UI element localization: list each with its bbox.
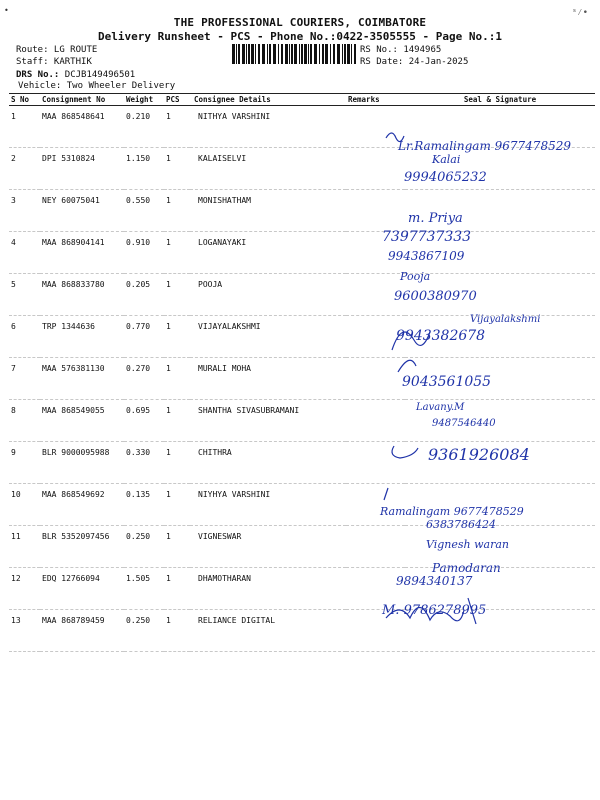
sign-text: 9894340137 bbox=[396, 574, 473, 588]
row-remarks bbox=[346, 316, 405, 358]
row-remarks bbox=[346, 568, 405, 610]
row-pcs: 1 bbox=[164, 526, 190, 568]
row-consignment-no: MAA 868549692 bbox=[40, 484, 124, 526]
table-row bbox=[9, 358, 595, 400]
runsheet-table bbox=[9, 93, 595, 652]
row-consignee: NITHYA VARSHINI bbox=[190, 106, 346, 148]
row-consignment-no: TRP 1344636 bbox=[40, 316, 124, 358]
row-sno: 9 bbox=[9, 442, 40, 484]
company-name: THE PROFESSIONAL COURIERS, COIMBATORE bbox=[173, 16, 427, 29]
row-pcs: 1 bbox=[164, 400, 190, 442]
row-sno: 13 bbox=[9, 610, 40, 652]
row-consignment-no: MAA 868833780 bbox=[40, 274, 124, 316]
row-weight: 0.770 bbox=[124, 316, 164, 358]
vehicle-label: Vehicle: Two Wheeler Delivery bbox=[18, 81, 176, 91]
route-label: Route: LG ROUTE bbox=[16, 45, 98, 55]
col-pcs: PCS bbox=[164, 94, 190, 106]
row-consignee: NIYHYA VARSHINI bbox=[190, 484, 346, 526]
sign-text: 9943867109 bbox=[388, 249, 465, 263]
row-weight: 1.505 bbox=[124, 568, 164, 610]
row-pcs: 1 bbox=[164, 148, 190, 190]
sign-text: 9487546440 bbox=[432, 418, 496, 429]
row-pcs: 1 bbox=[164, 190, 190, 232]
row-consignment-no: MAA 576381130 bbox=[40, 358, 124, 400]
corner-mark-left: • bbox=[4, 6, 9, 15]
row-remarks bbox=[346, 610, 405, 652]
row-remarks bbox=[346, 106, 405, 148]
sign-text: Ramalingam 9677478529 bbox=[380, 505, 524, 518]
row-seal-signature bbox=[405, 358, 595, 400]
sign-text: 9943382678 bbox=[396, 328, 486, 344]
row-pcs: 1 bbox=[164, 442, 190, 484]
sign-text: Kalai bbox=[432, 153, 461, 166]
table-header-row bbox=[9, 94, 595, 106]
rs-date: RS Date: 24-Jan-2025 bbox=[360, 57, 469, 67]
sign-text: Lr.Ramalingam 9677478529 bbox=[398, 139, 571, 153]
row-consignee: MONISHATHAM bbox=[190, 190, 346, 232]
row-seal-signature bbox=[405, 232, 595, 274]
table-row bbox=[9, 400, 595, 442]
row-seal-signature bbox=[405, 568, 595, 610]
table-row bbox=[9, 316, 595, 358]
corner-mark-right: ˢ⁄• bbox=[571, 8, 588, 18]
table-row bbox=[9, 526, 595, 568]
row-weight: 0.250 bbox=[124, 610, 164, 652]
row-pcs: 1 bbox=[164, 316, 190, 358]
drs-number bbox=[16, 70, 135, 80]
row-pcs: 1 bbox=[164, 484, 190, 526]
row-remarks bbox=[346, 148, 405, 190]
table-row bbox=[9, 148, 595, 190]
row-sno: 10 bbox=[9, 484, 40, 526]
row-seal-signature bbox=[405, 400, 595, 442]
row-consignee: DHAMOTHARAN bbox=[190, 568, 346, 610]
sign-text: 6383786424 bbox=[426, 518, 496, 531]
row-remarks bbox=[346, 232, 405, 274]
row-pcs: 1 bbox=[164, 610, 190, 652]
row-weight: 0.135 bbox=[124, 484, 164, 526]
sign-text: 7397737333 bbox=[382, 229, 472, 245]
drs-value: DCJB149496501 bbox=[64, 70, 136, 80]
row-sno: 11 bbox=[9, 526, 40, 568]
row-consignment-no: NEY 60075041 bbox=[40, 190, 124, 232]
sign-text: Pooja bbox=[400, 270, 431, 283]
row-consignee: MURALI MOHA bbox=[190, 358, 346, 400]
row-sno: 12 bbox=[9, 568, 40, 610]
row-seal-signature bbox=[405, 442, 595, 484]
table-row bbox=[9, 610, 595, 652]
row-remarks bbox=[346, 190, 405, 232]
row-remarks bbox=[346, 274, 405, 316]
barcode bbox=[232, 44, 356, 64]
row-pcs: 1 bbox=[164, 106, 190, 148]
row-remarks bbox=[346, 526, 405, 568]
row-sno: 3 bbox=[9, 190, 40, 232]
table-row bbox=[9, 232, 595, 274]
row-pcs: 1 bbox=[164, 274, 190, 316]
row-pcs: 1 bbox=[164, 568, 190, 610]
row-consignee: VIJAYALAKSHMI bbox=[190, 316, 346, 358]
row-weight: 1.150 bbox=[124, 148, 164, 190]
row-weight: 0.270 bbox=[124, 358, 164, 400]
row-pcs: 1 bbox=[164, 358, 190, 400]
row-weight: 0.550 bbox=[124, 190, 164, 232]
col-sno: S No bbox=[9, 94, 40, 106]
row-sno: 1 bbox=[9, 106, 40, 148]
table-row bbox=[9, 190, 595, 232]
sign-text: Vijayalakshmi bbox=[470, 314, 541, 325]
row-consignee: CHITHRA bbox=[190, 442, 346, 484]
row-consignment-no: BLR 5352097456 bbox=[40, 526, 124, 568]
row-seal-signature bbox=[405, 316, 595, 358]
row-seal-signature bbox=[405, 484, 595, 526]
row-weight: 0.210 bbox=[124, 106, 164, 148]
sign-text: Vignesh waran bbox=[426, 538, 510, 551]
row-remarks bbox=[346, 442, 405, 484]
row-sno: 2 bbox=[9, 148, 40, 190]
row-consignee: RELIANCE DIGITAL bbox=[190, 610, 346, 652]
row-seal-signature bbox=[405, 526, 595, 568]
sign-text: 9994065232 bbox=[404, 170, 487, 185]
row-remarks bbox=[346, 400, 405, 442]
row-remarks bbox=[346, 484, 405, 526]
row-consignee: KALAISELVI bbox=[190, 148, 346, 190]
sign-text: 9361926084 bbox=[428, 445, 530, 464]
table-row bbox=[9, 568, 595, 610]
row-seal-signature bbox=[405, 190, 595, 232]
table-row bbox=[9, 484, 595, 526]
row-weight: 0.330 bbox=[124, 442, 164, 484]
row-weight: 0.695 bbox=[124, 400, 164, 442]
row-consignee: SHANTHA SIVASUBRAMANI bbox=[190, 400, 346, 442]
row-consignee: LOGANAYAKI bbox=[190, 232, 346, 274]
row-consignment-no: DPI 5310824 bbox=[40, 148, 124, 190]
col-consignee-details: Consignee Details bbox=[190, 94, 346, 106]
row-weight: 0.910 bbox=[124, 232, 164, 274]
row-remarks bbox=[346, 358, 405, 400]
col-consignment: Consignment No bbox=[40, 94, 124, 106]
sign-text: 9043561055 bbox=[402, 374, 492, 390]
row-pcs: 1 bbox=[164, 232, 190, 274]
table-row bbox=[9, 442, 595, 484]
row-consignment-no: BLR 9000095988 bbox=[40, 442, 124, 484]
row-seal-signature bbox=[405, 106, 595, 148]
row-seal-signature bbox=[405, 610, 595, 652]
table-row bbox=[9, 274, 595, 316]
col-remarks: Remarks bbox=[346, 94, 405, 106]
col-weight: Weight bbox=[124, 94, 164, 106]
rs-number: RS No.: 1494965 bbox=[360, 45, 442, 55]
row-sno: 4 bbox=[9, 232, 40, 274]
row-sno: 8 bbox=[9, 400, 40, 442]
row-sno: 5 bbox=[9, 274, 40, 316]
row-seal-signature bbox=[405, 274, 595, 316]
drs-label: DRS No.: bbox=[16, 70, 60, 80]
staff-label: Staff: KARTHIK bbox=[16, 57, 92, 67]
sign-text: Pamodaran bbox=[432, 561, 501, 575]
row-consignee: POOJA bbox=[190, 274, 346, 316]
table-row bbox=[9, 106, 595, 148]
row-weight: 0.205 bbox=[124, 274, 164, 316]
sign-text: M. 9786278995 bbox=[382, 603, 487, 618]
row-consignment-no: MAA 868548641 bbox=[40, 106, 124, 148]
row-consignment-no: MAA 868789459 bbox=[40, 610, 124, 652]
row-sno: 7 bbox=[9, 358, 40, 400]
row-sno: 6 bbox=[9, 316, 40, 358]
row-consignment-no: MAA 868549055 bbox=[40, 400, 124, 442]
row-consignee: VIGNESWAR bbox=[190, 526, 346, 568]
sign-text: m. Priya bbox=[408, 211, 463, 226]
row-consignment-no: MAA 868904141 bbox=[40, 232, 124, 274]
row-weight: 0.250 bbox=[124, 526, 164, 568]
runsheet-title: Delivery Runsheet - PCS - Phone No.:0422-3505555 - Page No.:1 bbox=[98, 30, 502, 43]
row-seal-signature bbox=[405, 148, 595, 190]
col-seal-signature: Seal & Signature bbox=[405, 94, 595, 106]
sign-text: 9600380970 bbox=[394, 289, 477, 304]
sign-text: Lavany.M bbox=[416, 402, 465, 413]
row-consignment-no: EDQ 12766094 bbox=[40, 568, 124, 610]
